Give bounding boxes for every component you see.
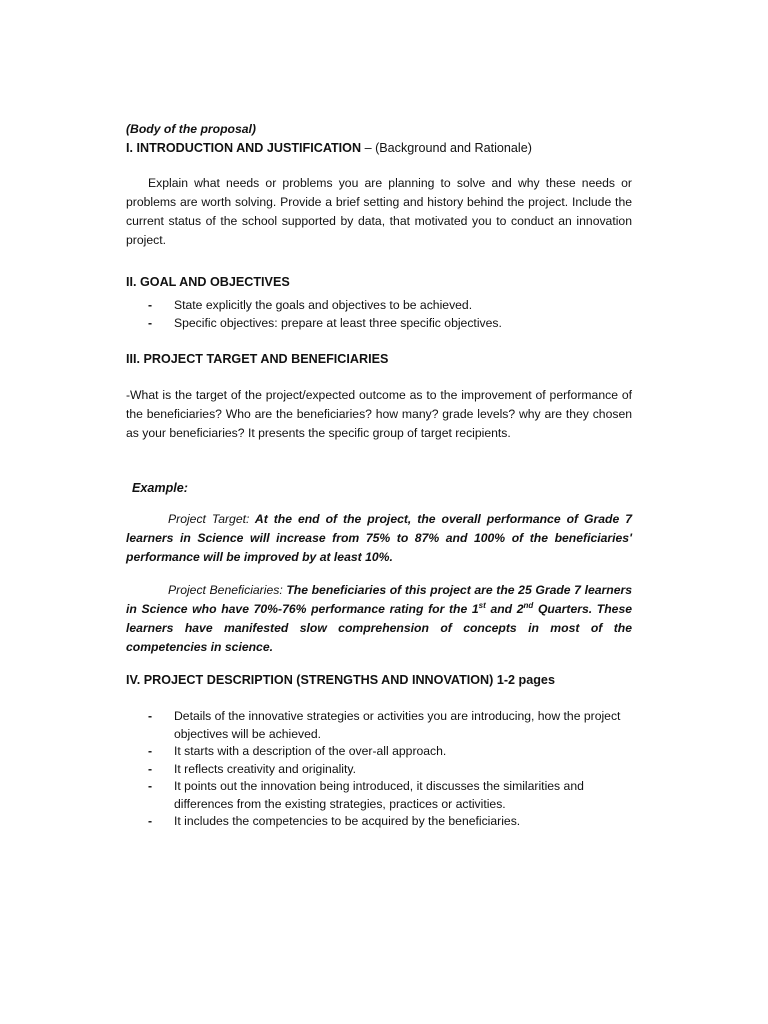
section1-title: I. INTRODUCTION AND JUSTIFICATION xyxy=(126,141,362,155)
list-item: - It starts with a description of the over-all approach. xyxy=(126,743,632,761)
section4-title: IV. PROJECT DESCRIPTION (STRENGTHS AND INNOVATION) 1-2 pages xyxy=(126,673,555,687)
project-target-lead: Project Target: xyxy=(168,512,250,526)
section3-paragraph: -What is the target of the project/expected outcome as to the improvement of performance of the beneficiaries? Who are the beneficiaries? how many? grade levels? why are they chosen as your beneficiaries? It presents the specific group of target recipients. xyxy=(126,388,632,440)
bullet-dash: - xyxy=(148,744,153,758)
project-beneficiaries-lead: Project Beneficiaries: xyxy=(168,583,283,597)
section1-heading xyxy=(126,139,632,157)
body-note: (Body of the proposal) xyxy=(126,122,256,136)
project-target-text: At the end of the project, the overall performance of Grade 7 learners in Science will increase from 75% to 87% and 100% of the beneficiaries' performance will be improved by at least 10%. xyxy=(126,512,632,564)
list-item: - Details of the innovative strategies or activities you are introducing, how the project objectives will be achieved. xyxy=(148,709,621,741)
example-label: Example: xyxy=(132,481,188,495)
section2-title: II. GOAL AND OBJECTIVES xyxy=(126,275,290,289)
bullet-dash: - xyxy=(148,298,153,312)
bullet-dash: - xyxy=(148,814,153,828)
section1-paragraph: Explain what needs or problems you are planning to solve and why these needs or problems are worth solving. Provide a brief setting and history behind the project. Include the current status of the school supported by data, that motivated you to conduct an innovation project. xyxy=(126,176,632,247)
section2-bullet-list xyxy=(126,297,632,332)
list-item: - It includes the competencies to be acquired by the beneficiaries. xyxy=(126,813,632,831)
bullet-dash: - xyxy=(148,315,153,330)
list-item: - State explicitly the goals and objectives to be achieved. xyxy=(126,297,632,315)
section4-bullet-list xyxy=(126,708,632,831)
section1-subtitle: – (Background and Rationale) xyxy=(364,141,532,155)
section3-title: III. PROJECT TARGET AND BENEFICIARIES xyxy=(126,352,389,366)
list-item: - It points out the innovation being introduced, it discusses the similarities and differences from the existing strategies, practices or activities. xyxy=(148,779,584,811)
project-target-paragraph xyxy=(126,510,632,567)
bullet-dash: - xyxy=(148,761,153,776)
list-item: - Specific objectives: prepare at least three specific objectives. xyxy=(126,315,632,333)
list-item: - It reflects creativity and originality. xyxy=(126,761,632,779)
bullet-dash: - xyxy=(148,779,153,793)
project-beneficiaries-paragraph: Project Beneficiaries: The beneficiaries of this project are the 25 Grade 7 learners in Science who have 70%-76% performance rating for the 1st and 2nd Quarters. These learners have manifested slow comprehension of concepts in most of the competencies in science. xyxy=(126,583,633,654)
bullet-dash: - xyxy=(148,709,153,723)
